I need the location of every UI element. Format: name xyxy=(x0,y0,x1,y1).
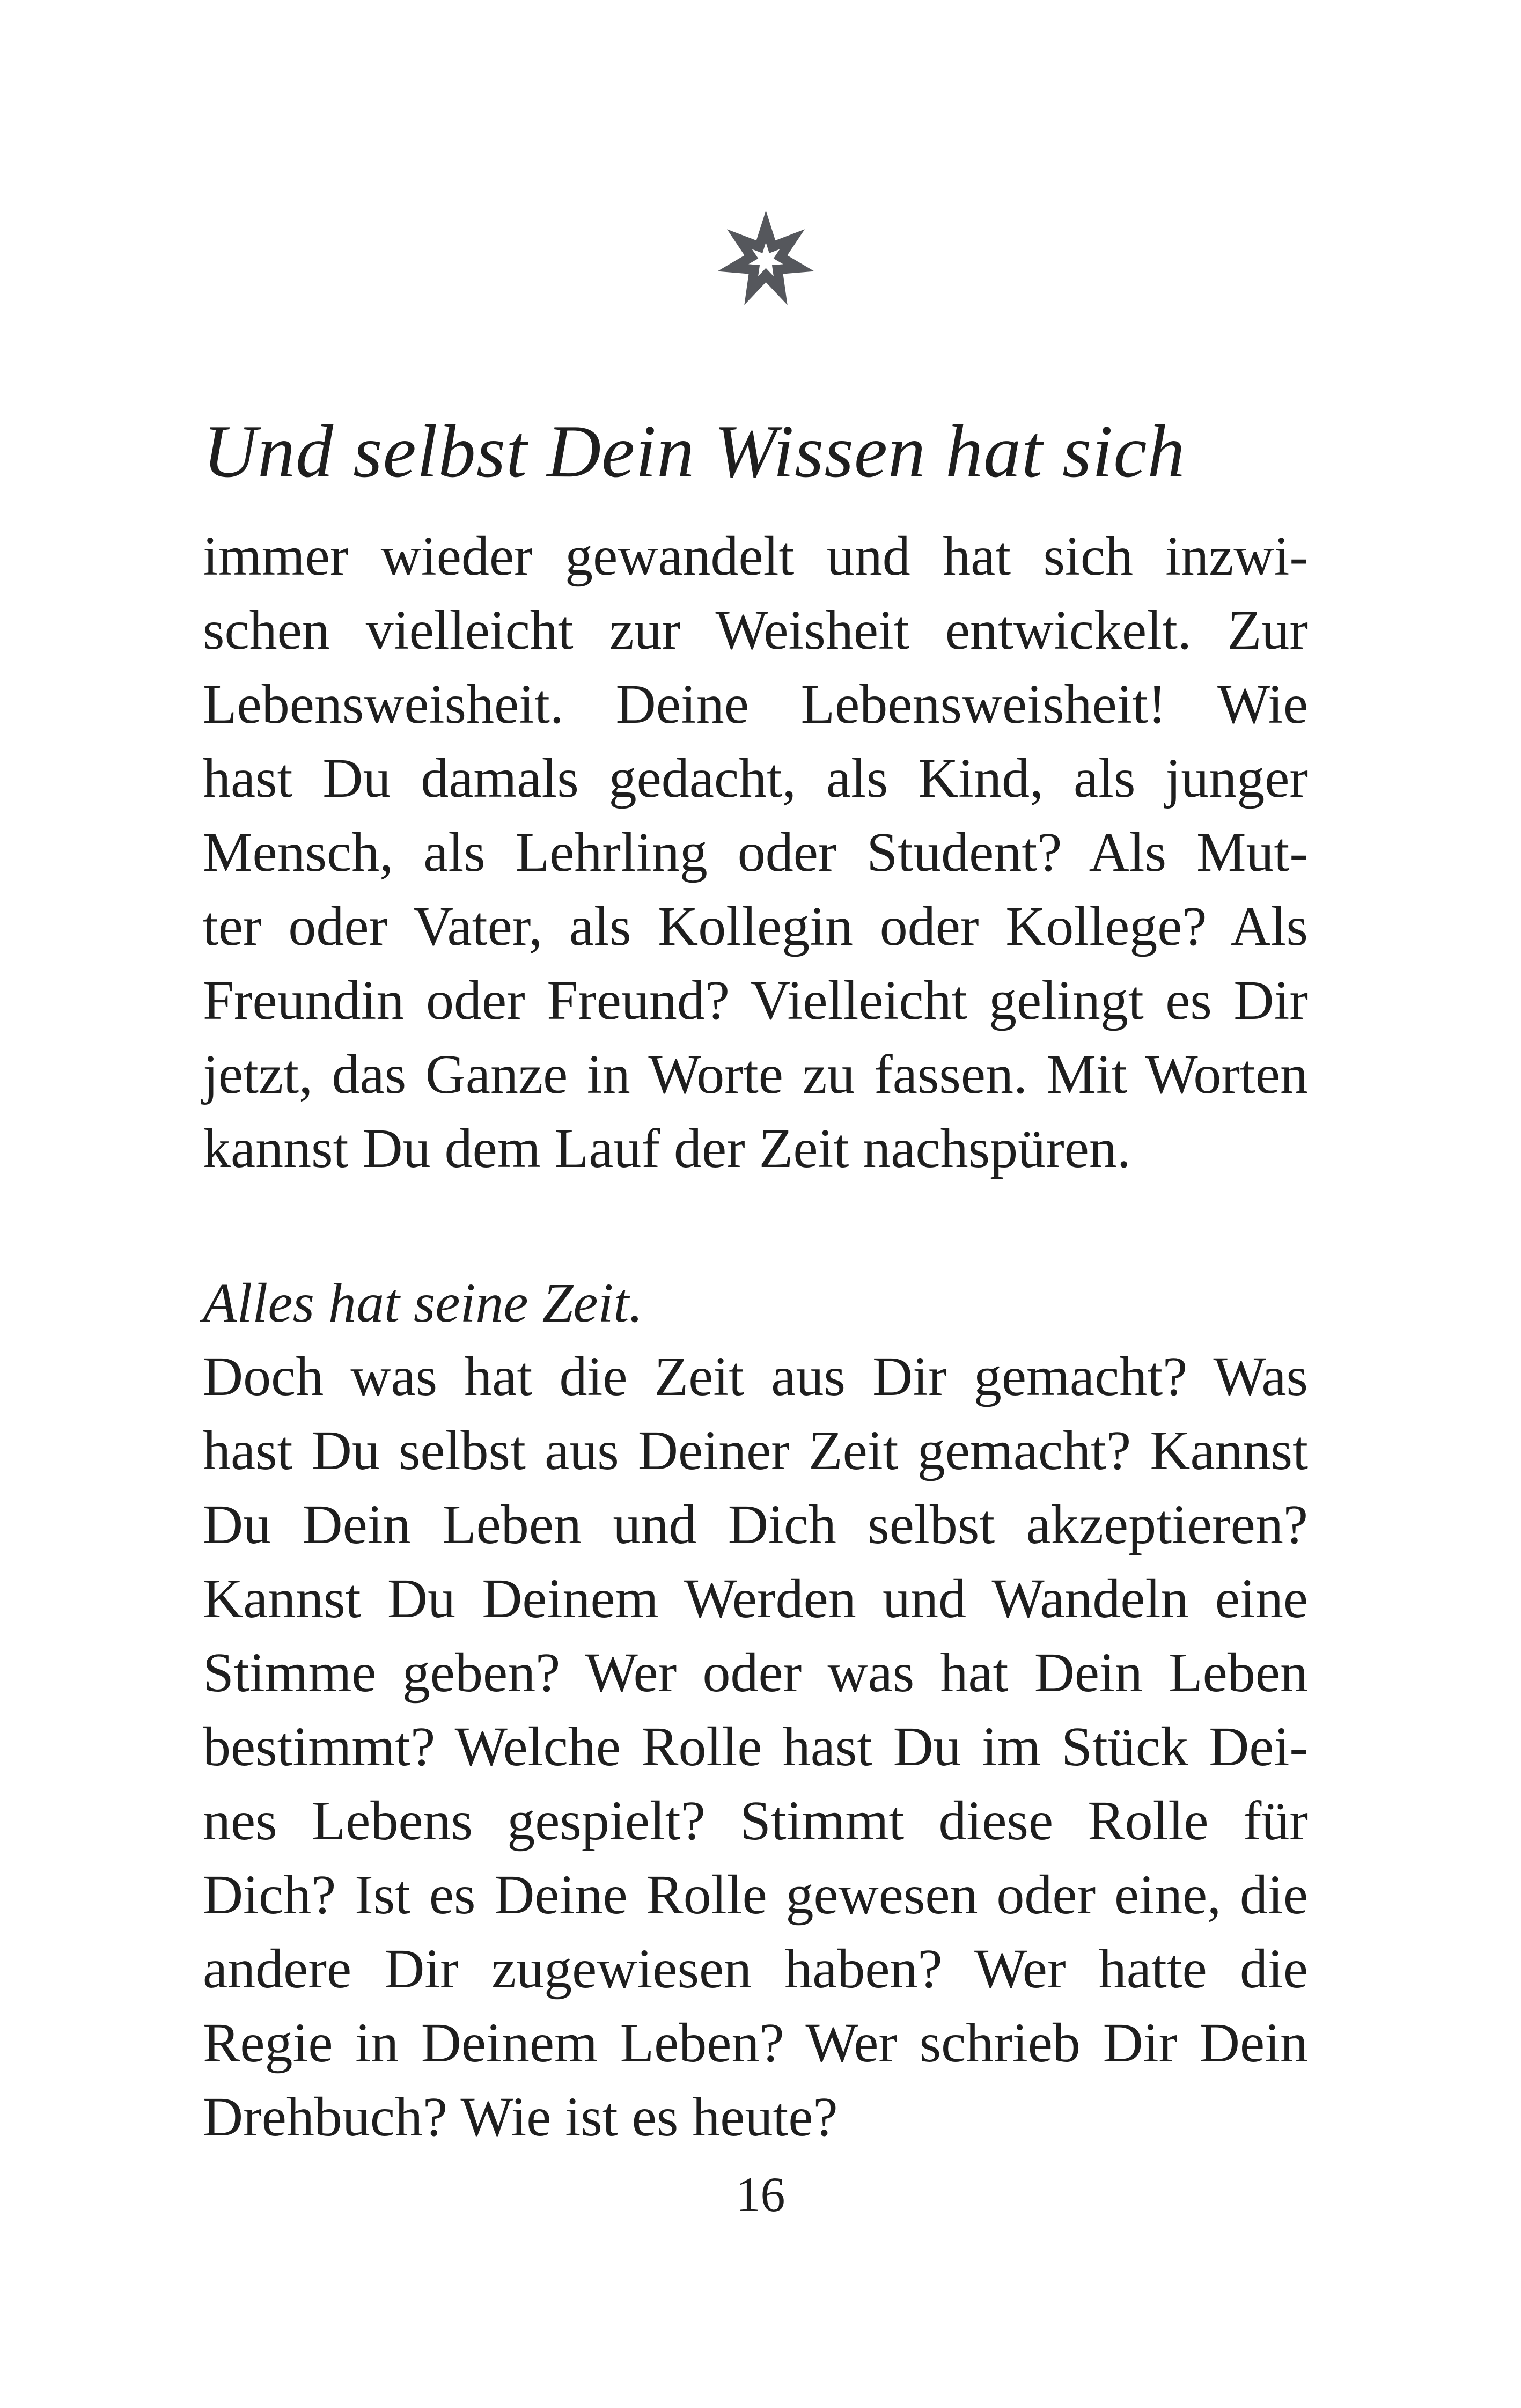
text-line: Lebensweisheit. Deine Lebensweisheit! Wie xyxy=(203,673,1308,735)
text-line: Freundin oder Freund? Vielleicht gelingt es Dir xyxy=(203,970,1308,1031)
seven-pointed-star-icon xyxy=(714,204,818,317)
text-line: andere Dir zugewiesen haben? Wer hatte die xyxy=(203,1938,1308,2000)
text-line: Drehbuch? Wie ist es heute? xyxy=(203,2086,838,2148)
text-line: immer wieder gewandelt und hat sich inzwi- xyxy=(203,525,1308,587)
text-line: Du Dein Leben und Dich selbst akzeptieren? xyxy=(203,1494,1308,1555)
paragraph-1 xyxy=(203,519,1308,1186)
text-line: ter oder Vater, als Kollegin oder Kollege? Als xyxy=(203,895,1308,957)
text-line: schen vielleicht zur Weisheit entwickelt. Zur xyxy=(203,599,1308,661)
text-line: Stimme geben? Wer oder was hat Dein Leben xyxy=(203,1642,1308,1704)
text-line: Regie in Deinem Leben? Wer schrieb Dir Dein xyxy=(203,2012,1308,2074)
text-line: hast Du selbst aus Deiner Zeit gemacht? Kannst xyxy=(203,1420,1308,1481)
text-line: Kannst Du Deinem Werden und Wandeln eine xyxy=(203,1568,1308,1629)
paragraph-2 xyxy=(203,1340,1308,2154)
text-line: nes Lebens gespielt? Stimmt diese Rolle für xyxy=(203,1790,1308,1852)
text-line: Doch was hat die Zeit aus Dir gemacht? Was xyxy=(203,1346,1308,1407)
page-number: 16 xyxy=(736,2167,785,2222)
text-line: hast Du damals gedacht, als Kind, als junger xyxy=(203,747,1308,809)
subheading: Alles hat seine Zeit. xyxy=(203,1272,643,1334)
text-line: Mensch, als Lehrling oder Student? Als Mut- xyxy=(203,821,1308,883)
text-line: bestimmt? Welche Rolle hast Du im Stück Dei- xyxy=(203,1716,1308,1778)
text-line: jetzt, das Ganze in Worte zu fassen. Mit Worten xyxy=(203,1044,1308,1105)
text-line: Dich? Ist es Deine Rolle gewesen oder eine, die xyxy=(203,1864,1308,1926)
text-line: kannst Du dem Lauf der Zeit nachspüren. xyxy=(203,1118,1131,1179)
section-heading: Und selbst Dein Wissen hat sich xyxy=(203,410,1186,493)
